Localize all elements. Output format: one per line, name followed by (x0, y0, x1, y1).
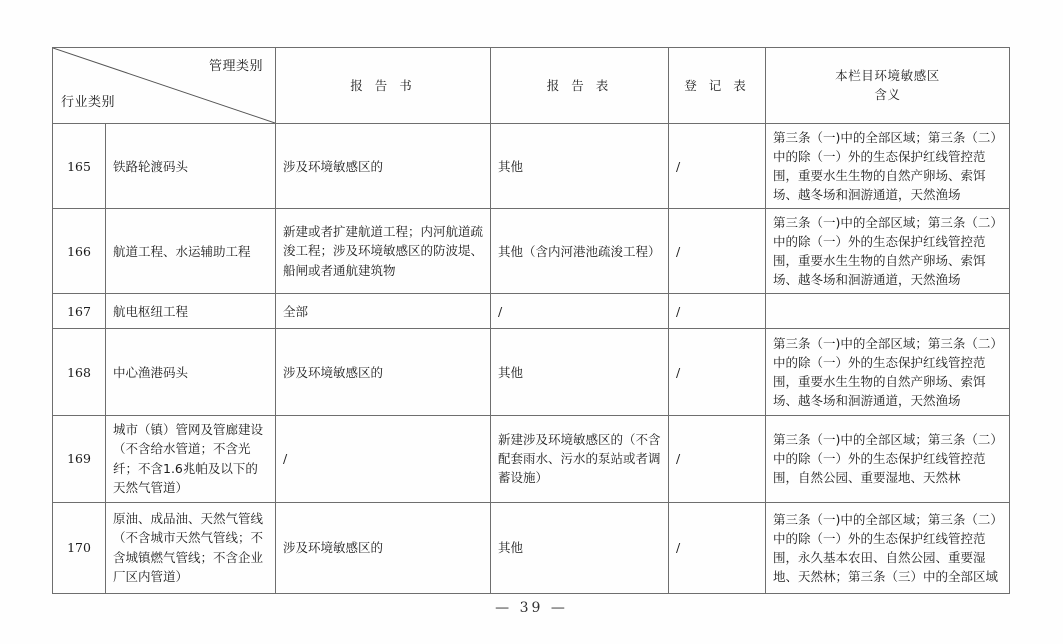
cell-report-form: 其他 (491, 329, 669, 416)
table-row (53, 209, 1010, 294)
column-header-report-book: 报 告 书 (276, 48, 491, 124)
table-row (53, 124, 1010, 209)
cell-registration-form: / (669, 329, 766, 416)
cell-industry: 中心渔港码头 (106, 329, 276, 416)
environmental-category-table (52, 47, 1010, 594)
cell-sensitive-area: 第三条（一)中的全部区域；第三条（二）中的除（一）外的生态保护红线管控范围，重要水生生物的自然产卵场、索饵场、越冬场和洄游通道，天然渔场 (766, 329, 1010, 416)
cell-registration-form: / (669, 209, 766, 294)
cell-report-form: 新建涉及环境敏感区的（不含配套雨水、污水的泵站或者调蓄设施） (491, 416, 669, 503)
cell-report-book: 涉及环境敏感区的 (276, 502, 491, 593)
cell-report-book: 涉及环境敏感区的 (276, 329, 491, 416)
cell-registration-form: / (669, 502, 766, 593)
cell-report-form: 其他 (491, 502, 669, 593)
management-category-label: 管理类别 (208, 59, 263, 74)
table-row (53, 502, 1010, 593)
column-header-registration-form: 登 记 表 (669, 48, 766, 124)
cell-sensitive-area: 第三条（一)中的全部区域；第三条（二）中的除（一）外的生态保护红线管控范围，自然公园、重要湿地、天然林 (766, 416, 1010, 503)
table-row (53, 416, 1010, 503)
table-row (53, 294, 1010, 329)
cell-report-book: 全部 (276, 294, 491, 329)
cell-sensitive-area: 第三条（一)中的全部区域；第三条（二）中的除（一）外的生态保护红线管控范围，重要水生生物的自然产卵场、索饵场、越冬场和洄游通道，天然渔场 (766, 209, 1010, 294)
cell-sensitive-area (766, 294, 1010, 329)
row-index: 170 (53, 502, 106, 593)
cell-report-form: 其他 (491, 124, 669, 209)
table-row (53, 329, 1010, 416)
table-header-row (53, 48, 1010, 124)
sensitive-area-header-line1: 本栏目环境敏感区 (835, 67, 940, 83)
cell-industry: 航道工程、水运辅助工程 (106, 209, 276, 294)
row-index: 168 (53, 329, 106, 416)
cell-report-book: 新建或者扩建航道工程；内河航道疏浚工程；涉及环境敏感区的防波堤、船闸或者通航建筑物 (276, 209, 491, 294)
row-index: 167 (53, 294, 106, 329)
cell-registration-form: / (669, 124, 766, 209)
cell-registration-form: / (669, 416, 766, 503)
sensitive-area-header-line2: 含义 (874, 86, 901, 102)
cell-report-book: / (276, 416, 491, 503)
cell-industry: 原油、成品油、天然气管线（不含城市天然气管线；不含城镇燃气管线；不含企业厂区内管道） (106, 502, 276, 593)
corner-header-cell (53, 48, 276, 124)
cell-industry: 航电枢纽工程 (106, 294, 276, 329)
cell-industry: 城市（镇）管网及管廊建设（不含给水管道；不含光纤；不含1.6兆帕及以下的天然气管道） (106, 416, 276, 503)
cell-report-book: 涉及环境敏感区的 (276, 124, 491, 209)
row-index: 166 (53, 209, 106, 294)
industry-category-label: 行业类别 (61, 95, 116, 111)
cell-report-form: / (491, 294, 669, 329)
row-index: 169 (53, 416, 106, 503)
cell-registration-form: / (669, 294, 766, 329)
cell-report-form: 其他（含内河港池疏浚工程） (491, 209, 669, 294)
column-header-report-form: 报 告 表 (491, 48, 669, 124)
row-index: 165 (53, 124, 106, 209)
cell-sensitive-area: 第三条（一)中的全部区域；第三条（二）中的除（一）外的生态保护红线管控范围，重要水生生物的自然产卵场、索饵场、越冬场和洄游通道，天然渔场 (766, 124, 1010, 209)
cell-sensitive-area: 第三条（一)中的全部区域；第三条（二）中的除（一）外的生态保护红线管控范围，永久基本农田、自然公园、重要湿地、天然林；第三条（三）中的全部区域 (766, 502, 1010, 593)
page-number: — 39 — (495, 600, 568, 616)
column-header-sensitive-area (766, 48, 1010, 124)
cell-industry: 铁路轮渡码头 (106, 124, 276, 209)
